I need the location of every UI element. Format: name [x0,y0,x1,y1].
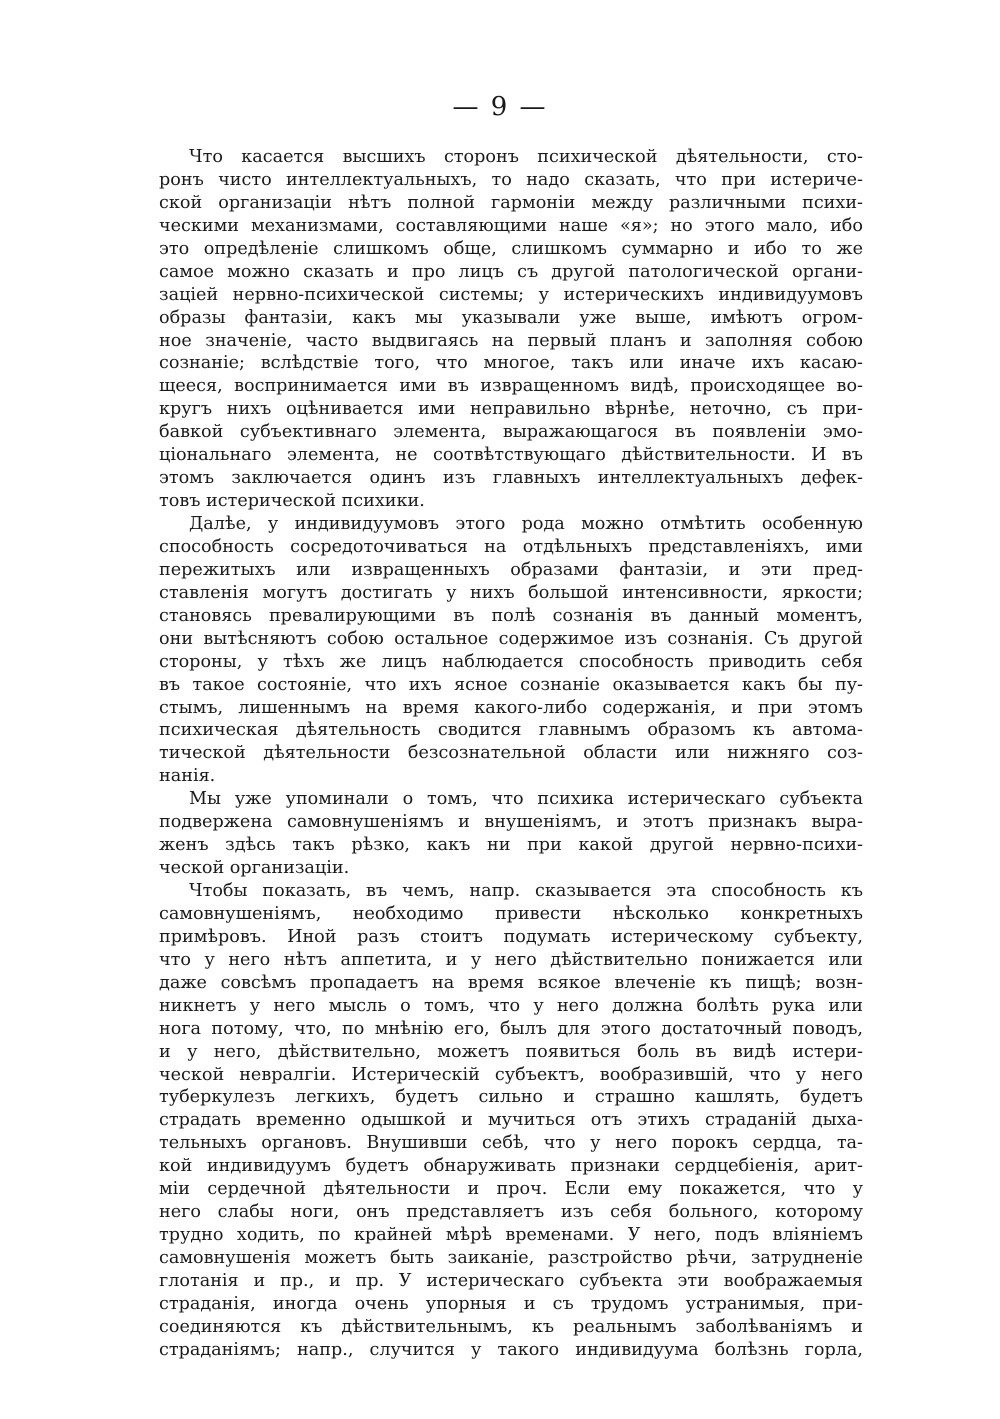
text-line: способность сосредоточиваться на отдѣльныхъ представленіяхъ, ими [159,536,863,557]
text-line: Далѣе, у индивидуумовъ этого рода можно отмѣтить особенную [189,514,863,534]
text-line: этомъ заключается одинъ изъ главныхъ интеллектуальныхъ дефек- [159,468,863,489]
text-line: Что касается высшихъ сторонъ психической дѣятельности, сто- [189,147,863,167]
text-line: подвержена самовнушеніямъ и внушеніямъ, и этотъ признакъ выра- [159,812,863,833]
text-line: даже совсѣмъ пропадаетъ на время всякое влеченіе къ пищѣ; возн- [159,972,863,993]
text-line: страданія, иногда очень упорныя и съ трудомъ устранимыя, при- [159,1293,863,1314]
text-line: щееся, воспринимается ими въ извращенномъ видѣ, происходящее во- [159,376,863,397]
text-line: ціональнаго элемента, не соотвѣтствующаго дѣйствительности. И въ [159,445,863,466]
text-line: они вытѣсняютъ собою остальное содержимое изъ сознанія. Съ другой [159,628,863,649]
text-line: глотанія и пр., и пр. У истерическаго субъекта эти воображаемыя [159,1270,863,1291]
body-text [159,146,863,1385]
text-line: трудно ходить, по крайней мѣрѣ временами. У него, подъ вліяніемъ [159,1225,863,1246]
text-line: товъ истерической психики. [159,491,425,512]
text-line: стымъ, лишеннымъ на время какого-либо содержанія, и при этомъ [159,697,863,718]
text-line: что у него нѣтъ аппетита, и у него дѣйствительно понижается или [159,949,863,970]
text-line: ской организаціи нѣтъ полной гармоніи между различными психи- [159,192,863,213]
text-line: самовнушенія можетъ быть заиканіе, разстройство рѣчи, затрудненіе [159,1248,863,1268]
text-line: стороны, у тѣхъ же лицъ наблюдается способность приводить себя [159,651,863,672]
text-line: и у него, дѣйствительно, можетъ появиться боль въ видѣ истери- [159,1041,863,1062]
text-line: міи сердечной дѣятельности и проч. Если ему покажется, что у [159,1179,863,1200]
text-line: ставленія могутъ достигать у нихъ большой интенсивности, яркости; [159,582,863,603]
text-line: это опредѣленіе слишкомъ обще, слишкомъ суммарно и ибо то же [159,238,863,259]
text-line: пережитыхъ или извращенныхъ образами фантазіи, и эти пред- [159,559,863,580]
text-line: бавкой субъективнаго элемента, выражающагося въ появленіи эмо- [159,422,863,443]
text-line: Чтобы показать, въ чемъ, напр. сказывается эта способность къ [189,881,863,901]
text-line: кой индивидуумъ будетъ обнаруживать признаки сердцебіенія, арит- [159,1156,863,1177]
text-line: туберкулезъ легкихъ, будетъ сильно и страшно кашлять, будетъ [159,1087,863,1108]
text-line: нога потому, что, по мнѣнію его, былъ для этого достаточный поводъ, [159,1018,863,1039]
text-line: ное значеніе, часто выдвигаясь на первый планъ и заполняя собою [159,330,863,351]
text-line: ронъ чисто интеллектуальныхъ, то надо сказать, что при истериче- [159,169,863,190]
text-line: заціей нервно-психической системы; у истерическихъ индивидуумовъ [159,284,863,305]
text-line: него слабы ноги, онъ представляетъ изъ себя больного, которому [159,1202,863,1223]
text-line [159,1362,863,1385]
text-line: психическая дѣятельность сводится главнымъ образомъ къ автома- [159,720,863,741]
text-line: соединяются къ дѣйствительнымъ, къ реальнымъ заболѣваніямъ и [159,1316,863,1337]
text-line: тельныхъ органовъ. Внушивши себѣ, что у него порокъ сердца, та- [159,1133,863,1154]
text-line: ческими механизмами, составляющими наше «я»; но этого мало, ибо [159,215,863,236]
text-line: въ такое состояніе, что ихъ ясное сознаніе оказывается какъ бы пу- [159,674,863,695]
text-line: страданіямъ; напр., случится у такого индивидуума болѣзнь горла, [159,1339,863,1360]
text-line: женъ здѣсь такъ рѣзко, какъ ни при какой другой нервно-психи- [159,835,863,856]
text-line: сознаніе; вслѣдствіе того, что многое, такъ или иначе ихъ касаю- [159,353,863,374]
page-number: — 9 — [452,92,548,122]
text-line: ческой невралгіи. Истерическій субъектъ, вообразившій, что у него [159,1064,863,1085]
text-line: примѣровъ. Иной разъ стоитъ подумать истерическому субъекту, [159,926,863,947]
text-line: Мы уже упоминали о томъ, что психика истерическаго субъекта [189,789,863,810]
text-line: тической дѣятельности безсознательной области или нижняго соз- [159,743,863,764]
text-line: нанія. [159,766,216,787]
text-line: кругъ нихъ оцѣнивается ими неправильно вѣрнѣе, неточно, съ при- [159,399,863,420]
text-line: самовнушеніямъ, необходимо привести нѣсколько конкретныхъ [159,903,863,924]
text-line: никнетъ у него мысль о томъ, что у него должна болѣть рука или [159,995,863,1016]
text-line: становясь превалирующими въ полѣ сознанія въ данный моментъ, [159,605,863,626]
text-line: самое можно сказать и про лицъ съ другой патологической органи- [159,261,863,282]
text-line: страдать временно одышкой и мучиться отъ этихъ страданій дыха- [159,1110,863,1131]
text-line: ческой организаціи. [159,858,350,879]
text-line: образы фантазіи, какъ мы указывали уже выше, имѣютъ огром- [159,307,863,328]
